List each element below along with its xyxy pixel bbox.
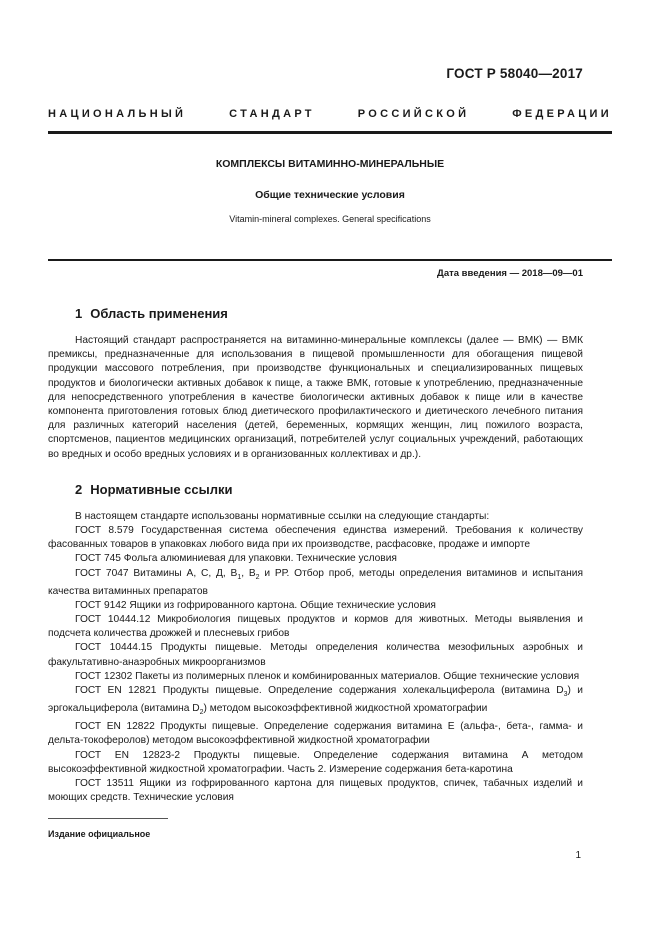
reference-item: ГОСТ 10444.12 Микробиология пищевых продуктов и кормов для животных. Методы выявления и подсчета количества дрожжей и плесневых грибов [48,614,583,640]
reference-item: ГОСТ EN 12823-2 Продукты пищевые. Определение содержания витамина А методом высокоэффективной жидкостной хроматографии. Часть 2. Измерение содержания бета-каротина [48,749,583,775]
reference-item: ГОСТ EN 12822 Продукты пищевые. Определение содержания витамина Е (альфа-, бета-, гамма- и дельта-токоферолов) методом высокоэффективной жидкостной хроматографии [48,721,583,747]
national-standard-heading [48,108,612,120]
section-number: 1 [75,306,83,321]
title-rule [48,259,612,261]
top-rule [48,131,612,134]
national-word: СТАНДАРТ [229,108,315,120]
national-word: НАЦИОНАЛЬНЫЙ [48,108,187,120]
national-word: РОССИЙСКОЙ [357,108,470,120]
document-title: КОМПЛЕКСЫ ВИТАМИННО-МИНЕРАЛЬНЫЕ [215,158,445,170]
reference-item: ГОСТ 7047 Витамины А, С, Д, $В_1$, $В_2$ и РР. Отбор проб, методы определения витаминов и испытания качества витаминных препаратов [48,567,583,597]
official-edition-label: Издание официальное [48,829,151,839]
reference-item: ГОСТ 12302 Пакеты из полимерных пленок и комбинированных материалов. Общие технические условия [75,670,580,682]
normative-references [48,510,583,805]
section-heading [75,482,232,497]
document-subtitle: Общие технические условия [255,189,405,201]
scope-paragraph [48,334,583,462]
references-intro: В настоящем стандарте использованы нормативные ссылки на следующие стандарты: [75,511,490,522]
reference-item: ГОСТ 8.579 Государственная система обеспечения единства измерений. Требования к количеству фасованных товаров в упаковках любого вида при их производстве, расфасовке, продаже и импорте [48,525,583,551]
section-number: 2 [75,482,83,497]
introduction-date: Дата введения — 2018—09—01 [437,268,583,279]
scope-text: Настоящий стандарт распространяется на витаминно-минеральные комплексы (далее — ВМК) — ВМК премиксы, предназначенные для использования в пищевой промышленности для обогащения пищевой продукции массового потребления, при производстве функциональных и специализированных пищевых продуктов и биологически активных добавок к пище, а также ВМК, готовые к употреблению, предназначенные для непосредственного употребления в качестве биологически активных добавок к пище или в качестве компонента приготовления готовых блюд диетического профилактического и диетического лечебного питания для различных категорий населения (детей, беременных, кормящих женщин, лиц пожилого возраста, спортсменов, пациентов медицинских организаций, потребителей услуг социальных учреждений, работающих во вредных и особо вредных условиях и в организованных коллективах и др.). [48,335,583,460]
page-number: 1 [575,850,581,861]
section-heading [75,306,228,321]
reference-item: ГОСТ 9142 Ящики из гофрированного картона. Общие технические условия [75,599,436,611]
national-word: ФЕДЕРАЦИИ [512,108,612,120]
document-number: ГОСТ Р 58040—2017 [446,66,583,81]
reference-item: ГОСТ EN 12821 Продукты пищевые. Определение содержания холекальциферола (витамина $D_3$) и эргокальциферола (витамина $D_2$) методом высокоэффективной жидкостной хроматографии [48,684,583,717]
section-title: Нормативные ссылки [90,482,233,497]
footer-rule [48,818,168,819]
english-title: Vitamin-mineral complexes. General specifications [229,214,431,224]
reference-item: ГОСТ 10444.15 Продукты пищевые. Методы определения количества мезофильных аэробных и факультативно-анаэробных микроорганизмов [48,642,583,668]
section-title: Область применения [90,306,228,321]
reference-item: ГОСТ 13511 Ящики из гофрированного картона для пищевых продуктов, спичек, табачных изделий и моющих средств. Технические условия [48,777,583,804]
reference-item: ГОСТ 745 Фольга алюминиевая для упаковки. Технические условия [75,553,397,565]
